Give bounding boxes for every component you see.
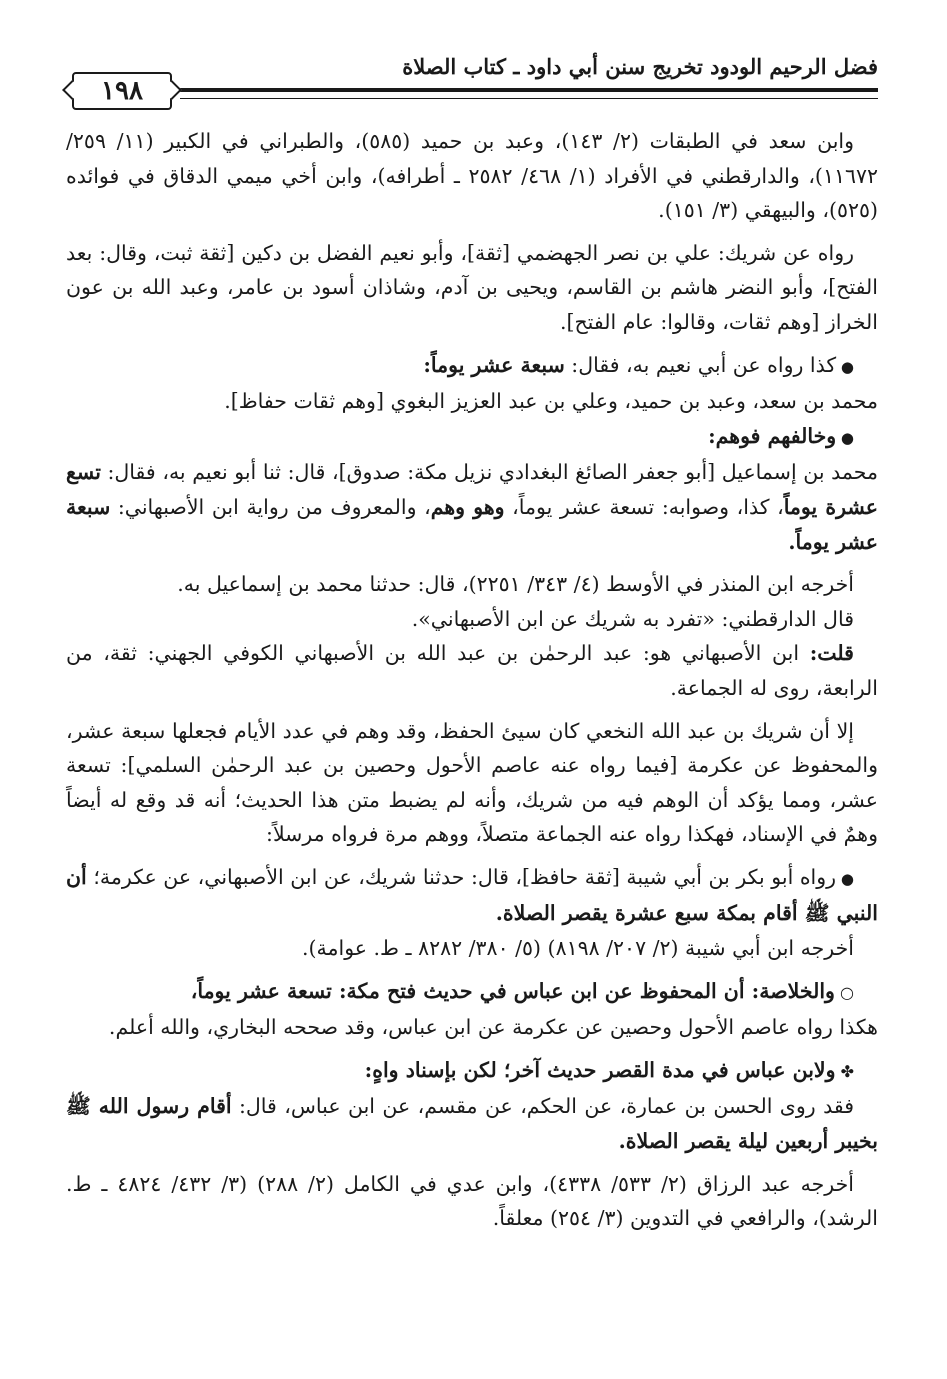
running-title: فضل الرحيم الودود تخريج سنن أبي داود ـ كتاب الصلاة [402,54,878,79]
paragraph-abd-razzaq: أخرجه عبد الرزاق (٢/ ٥٣٣/ ٤٣٣٨)، وابن عدي في الكامل (٢/ ٢٨٨) (٣/ ٤٣٢/ ٤٨٢٤ ـ ط. الرشد)، والرافعي في التدوين (٣/ ٢٥٤) معلقاً. [66,1171,878,1231]
paragraph-bold: أن النبي ﷺ أقام بمكة سبع عشرة يقصر الصلاة. [66,864,878,926]
paragraph-bold: وخالفهم فوهم: [708,423,837,448]
paragraph-another-hadith [66,1053,878,1090]
paragraph-bold: والخلاصة: أن المحفوظ عن ابن عباس في حديث فتح مكة: [331,978,835,1003]
paragraph-text: محمد بن إسماعيل [أبو جعفر الصائغ البغدادي نزيل مكة: صدوق]، قال: ثنا أبو نعيم به، فقال: [100,460,878,485]
paragraph-bold: أقام رسول الله ﷺ بخيبر أربعين ليلة يقصر الصلاة. [66,1094,878,1154]
paragraph-bold: سبعة عشر يوماً. [66,494,878,554]
paragraph-bold: تسعة عشر يوماً، [190,978,332,1003]
paragraph-bold: تسع عشرة يوماً [66,460,879,519]
page-number-frame [62,70,180,112]
book-page [66,40,878,1360]
paragraph-sources: وابن سعد في الطبقات (٢/ ١٤٣)، وعبد بن حميد (٥٨٥)، والطبراني في الكبير (١١/ ٢٥٩/ ١١٦٧٢)، والدارقطني في الأفراد (١/ ٤٦٨/ ٢٥٨٢ ـ أطرافه)، وابن أخي ميمي الدقاق في فوائده (٥٢٥)، والبيهقي (٣/ ١٥١). [66,129,878,223]
page-header [66,40,878,124]
paragraph-narration-point [66,348,878,385]
paragraph-text: رواه أبو بكر بن أبي شيبة [ثقة حافظ]، قال: حدثنا شريك، عن ابن الأصبهاني، عن عكرمة؛ [86,864,837,889]
paragraph-ibn-abi-shayba-source: أخرجه ابن أبي شيبة (٢/ ٢٠٧/ ٨١٩٨) (٥/ ٣٨٠/ ٨٢٨٢ ـ ط. عوامة). [302,936,854,961]
page-number: ١٩٨ [72,72,172,110]
paragraph-bold: قلت: [809,641,854,666]
paragraph-text: ، والمعروف من رواية ابن الأصبهاني: [110,494,431,519]
paragraph-note [66,636,878,705]
paragraph-text: فقد روى الحسن بن عمارة، عن الحكم، عن مقسم، عن ابن عباس، قال: [231,1094,854,1119]
paragraph-ibn-mundhir: أخرجه ابن المنذر في الأوسط (٤/ ٣٤٣/ ٢٢٥١)، قال: حدثنا محمد بن إسماعيل به. [177,572,854,597]
paragraph-narrators: رواه عن شريك: علي بن نصر الجهضمي [ثقة]، وأبو نعيم الفضل بن دكين [ثقة ثبت، وقال: بعد الفتح]، وأبو النضر هاشم بن القاسم، ويحيى بن آدم، وشاذان أسود بن عامر، وعبد الله بن عون الخراز [وهم ثقات، وقالوا: عام الفتح]. [66,240,878,334]
paragraph-dissent-heading [66,419,878,456]
paragraph-text: ابن الأصبهاني هو: عبد الرحمٰن بن عبد الله بن الأصبهاني الكوفي الجهني: ثقة، من الرابعة، روى له الجماعة. [66,641,878,700]
paragraph-ibn-abi-shayba [66,860,878,931]
paragraph-summary-text: هكذا رواه عاصم الأحول وحصين عن عكرمة عن ابن عباس، وقد صححه البخاري، والله أعلم. [108,1015,878,1040]
paragraph-daraqutni: قال الدارقطني: «تفرد به شريك عن ابن الأصبهاني». [411,606,854,631]
paragraph-dissent [66,455,878,559]
paragraph-bold: ولابن عباس في مدة القصر حديث آخر؛ لكن بإسناد واهٍ: [364,1057,836,1082]
paragraph-summary [66,974,878,1011]
paragraph-text: ، كذا، وصوابه: تسعة عشر يوماً، [504,494,784,519]
paragraph-khaybar [66,1089,878,1158]
paragraph-sharik: إلا أن شريك بن عبد الله النخعي كان سيئ الحفظ، وقد وهم في عدد الأيام فجعلها سبعة عشر، والمحفوظ عن عكرمة [فيما رواه عنه عاصم الأحول وحصين بن عبد الرحمٰن السلمي]: تسعة عشر، ومما يؤكد أن الوهم فيه من شريك، وأنه لم يضبط متن هذا الحديث؛ أنه قد وقع له أيضاً وهمٌ في الإسناد، فهكذا رواه عنه الجماعة متصلاً، ووهم مرة فرواه مرسلاً: [66,718,878,847]
paragraph-narrators-list: محمد بن سعد، وعبد بن حميد، وعلي بن عبد العزيز البغوي [وهم ثقات حفاظ]. [224,389,878,414]
page-number-rule [180,90,878,99]
paragraph-bold: وهو وهم [430,494,505,519]
page-body [66,124,878,1236]
paragraph-text: كذا رواه عن أبي نعيم به، فقال: [564,352,837,377]
paragraph-bold: سبعة عشر يوماً: [423,352,565,377]
